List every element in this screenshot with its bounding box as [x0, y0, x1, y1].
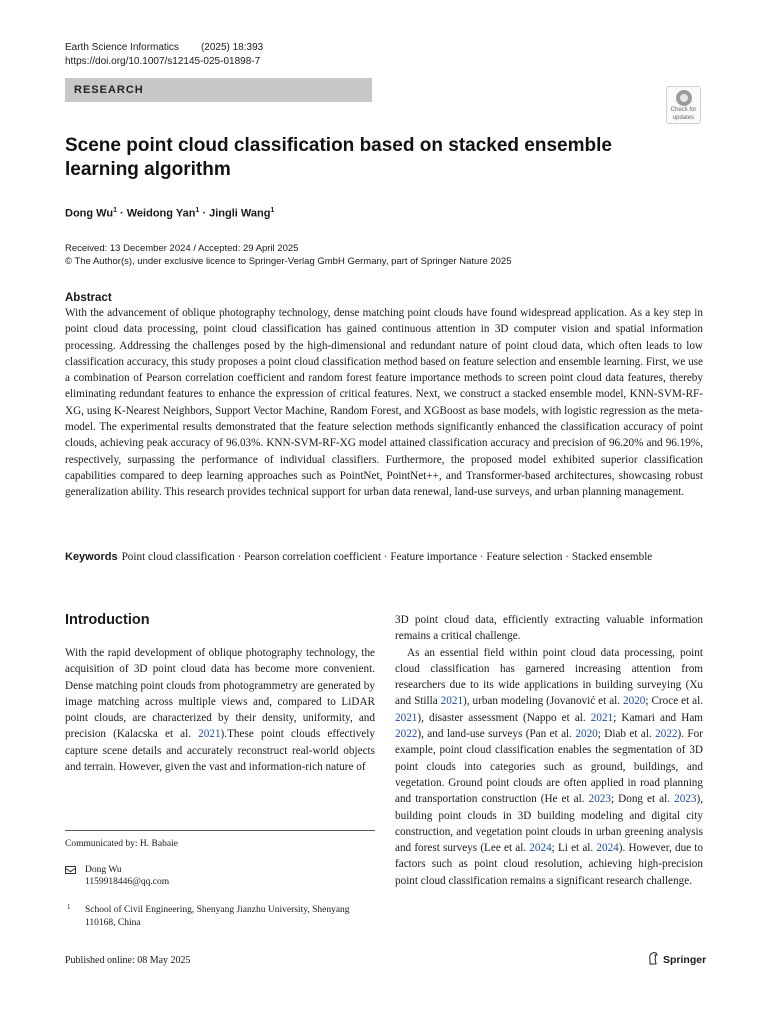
article-title: Scene point cloud classification based on stacked ensemble learning algorithm [65, 135, 612, 180]
badge-text-1: Check for [670, 107, 697, 113]
section-label: RESEARCH [65, 78, 372, 102]
citation-link[interactable]: 2024 [596, 842, 619, 855]
citation-link[interactable]: 2021 [198, 728, 221, 741]
citation-link[interactable]: 2020 [575, 728, 598, 741]
intro-paragraph [65, 645, 375, 775]
citation-link[interactable]: 2021 [440, 695, 464, 708]
abstract-text: With the advancement of oblique photography technology, dense matching point clouds have found widespread application. As a key step in point cloud data processing, point cloud classification has gained continuous attention in 3D computer vision and spatial information processing. Addressing the challenges posed by the high-dimensional and redundant nature of point cloud data, which often leads to low classification accuracy, this study proposes a point cloud classification method based on feature selection and ensemble learning. First, we use a combination of Pearson correlation coefficient and random forest feature importance methods to screen point cloud data features, thereby eliminating redundant features to enhance the expression of critical features. Next, we construct a stacked ensemble model, KNN-SVM-RF-XG, using K-Nearest Neighbors, Support Vector Machine, Random Forest, and XGBoost as base models, with logistic regression as the meta-model. The experimental results demonstrated that the feature selection methods significantly enhanced the classification accuracy of point clouds, achieving peak accuracy of 96.03%. KNN-SVM-RF-XG model attained classification accuracy and precision of 96.20% and 96.19%, respectively, surpassing the performance of individual classifiers. Furthermore, the proposed model exhibited superior classification capabilities compared to deep learning approaches such as PointNet, PointNet++, and Transformer-based architectures, showcasing robust generalization ability. This research provides technical support for urban data renewal, land-use surveys, and urban planning management. [65, 307, 703, 499]
affiliation-text: School of Civil Engineering, Shenyang Jianzhu University, Shenyang 110168, China [85, 905, 350, 928]
check-for-updates-badge[interactable] [666, 86, 701, 124]
paragraph-text: ; Dong et al. [610, 793, 675, 806]
journal-info [65, 41, 263, 55]
copyright-notice: © The Author(s), under exclusive licence to Springer-Verlag GmbH Germany, part of Springer Nature 2025 [65, 256, 512, 267]
published-date: Published online: 08 May 2025 [65, 955, 191, 966]
author-list [65, 204, 274, 221]
springer-horse-icon [647, 952, 659, 965]
intro-paragraph-continued: 3D point cloud data, efficiently extracting valuable information remains a critical challenge. [395, 614, 703, 643]
author-name[interactable]: Weidong Yan [126, 207, 196, 220]
introduction-heading: Introduction [65, 612, 150, 628]
paragraph-text: ; Li et al. [551, 842, 597, 855]
citation-link[interactable]: 2023 [674, 793, 697, 806]
citation-link[interactable]: 2020 [623, 695, 646, 708]
author-affiliation-marker: 1 [270, 207, 275, 214]
paragraph-text: ), urban modeling (Jovanović et al. [463, 695, 624, 708]
corresponding-author-name: Dong Wu [85, 865, 122, 875]
paragraph-text: ), building point clouds in 3D building modeling and digital city construction, and vegetation point clouds in urban greening analysis and forest surveys (Lee et al. [395, 793, 703, 855]
article-dates: Received: 13 December 2024 / Accepted: 29 April 2025 [65, 243, 299, 254]
intro-left-column [65, 645, 375, 775]
update-icon [676, 90, 692, 106]
paragraph-text: With the rapid development of oblique photography technology, the acquisition of 3D point cloud data has become more convenient. Dense matching point clouds from photogrammetry are generated by image matching across multiple views and, compared to LiDAR point clouds, are characterized by their density, uniformity, and precision (Kalacska et al. [65, 647, 375, 741]
author-separator: · [116, 207, 127, 220]
paragraph-text: ). For example, point cloud classification enables the segmentation of 3D point clouds into categories such as ground, buildings, and vegetation. Ground point clouds are often applied in road planning and transportation construction (He et al. [395, 728, 703, 806]
paragraph-text: ; Diab et al. [597, 728, 656, 741]
citation-link[interactable]: 2022 [655, 728, 678, 741]
intro-right-column [395, 612, 703, 889]
badge-text-2: updates [672, 115, 695, 121]
citation-link[interactable]: 2021 [590, 711, 614, 724]
journal-name: Earth Science Informatics [65, 42, 179, 53]
keywords-label: Keywords [65, 551, 118, 563]
footnote-divider [65, 830, 375, 831]
citation-link[interactable]: 2021 [395, 711, 418, 724]
author-name[interactable]: Jingli Wang [209, 207, 271, 220]
citation-link[interactable]: 2024 [529, 842, 552, 855]
keywords [65, 549, 703, 565]
paragraph-text: ). However, due to factors such as point cloud resolution, achieving high-precision point cloud classification remains a significant research challenge. [395, 842, 704, 887]
paragraph-text: ), disaster assessment (Nappo et al. [417, 711, 591, 724]
paragraph-text: ; Croce et al. [645, 695, 703, 708]
keywords-text: Point cloud classification · Pearson correlation coefficient · Feature importance · Feature selection · Stacked ensemble [121, 551, 653, 563]
author-affiliation-marker: 1 [195, 207, 200, 214]
author-name[interactable]: Dong Wu [65, 207, 114, 220]
citation-link[interactable]: 2023 [588, 793, 611, 806]
citation-link[interactable]: 2022 [395, 728, 418, 741]
journal-volume: (2025) 18:393 [200, 42, 264, 53]
author-separator: · [199, 207, 210, 220]
corresponding-author-email[interactable]: 1159918446@qq.com [85, 877, 170, 887]
envelope-icon [65, 866, 76, 874]
communicated-by: Communicated by: H. Babaie [65, 839, 178, 849]
intro-paragraph [395, 645, 703, 889]
author-affiliation-marker: 1 [113, 207, 117, 214]
paragraph-text: ), and land-use surveys (Pan et al. [417, 728, 576, 741]
paragraph-text: As an essential field within point cloud data processing, point cloud classification has garnered increasing attention from researchers due to its wide applications in building surveying (Xu and Stilla [395, 646, 703, 708]
publisher-name: Springer [663, 954, 707, 966]
paragraph-text: ).These point clouds effectively capture scene details and accurately reconstruct real-world objects and terrain. However, given the vast and information-rich nature of [65, 728, 375, 774]
doi-link[interactable]: https://doi.org/10.1007/s12145-025-01898-7 [65, 56, 261, 67]
paragraph-text: ; Kamari and Ham [613, 711, 703, 724]
abstract-heading: Abstract [65, 292, 112, 304]
affiliation-number: 1 [67, 903, 71, 911]
